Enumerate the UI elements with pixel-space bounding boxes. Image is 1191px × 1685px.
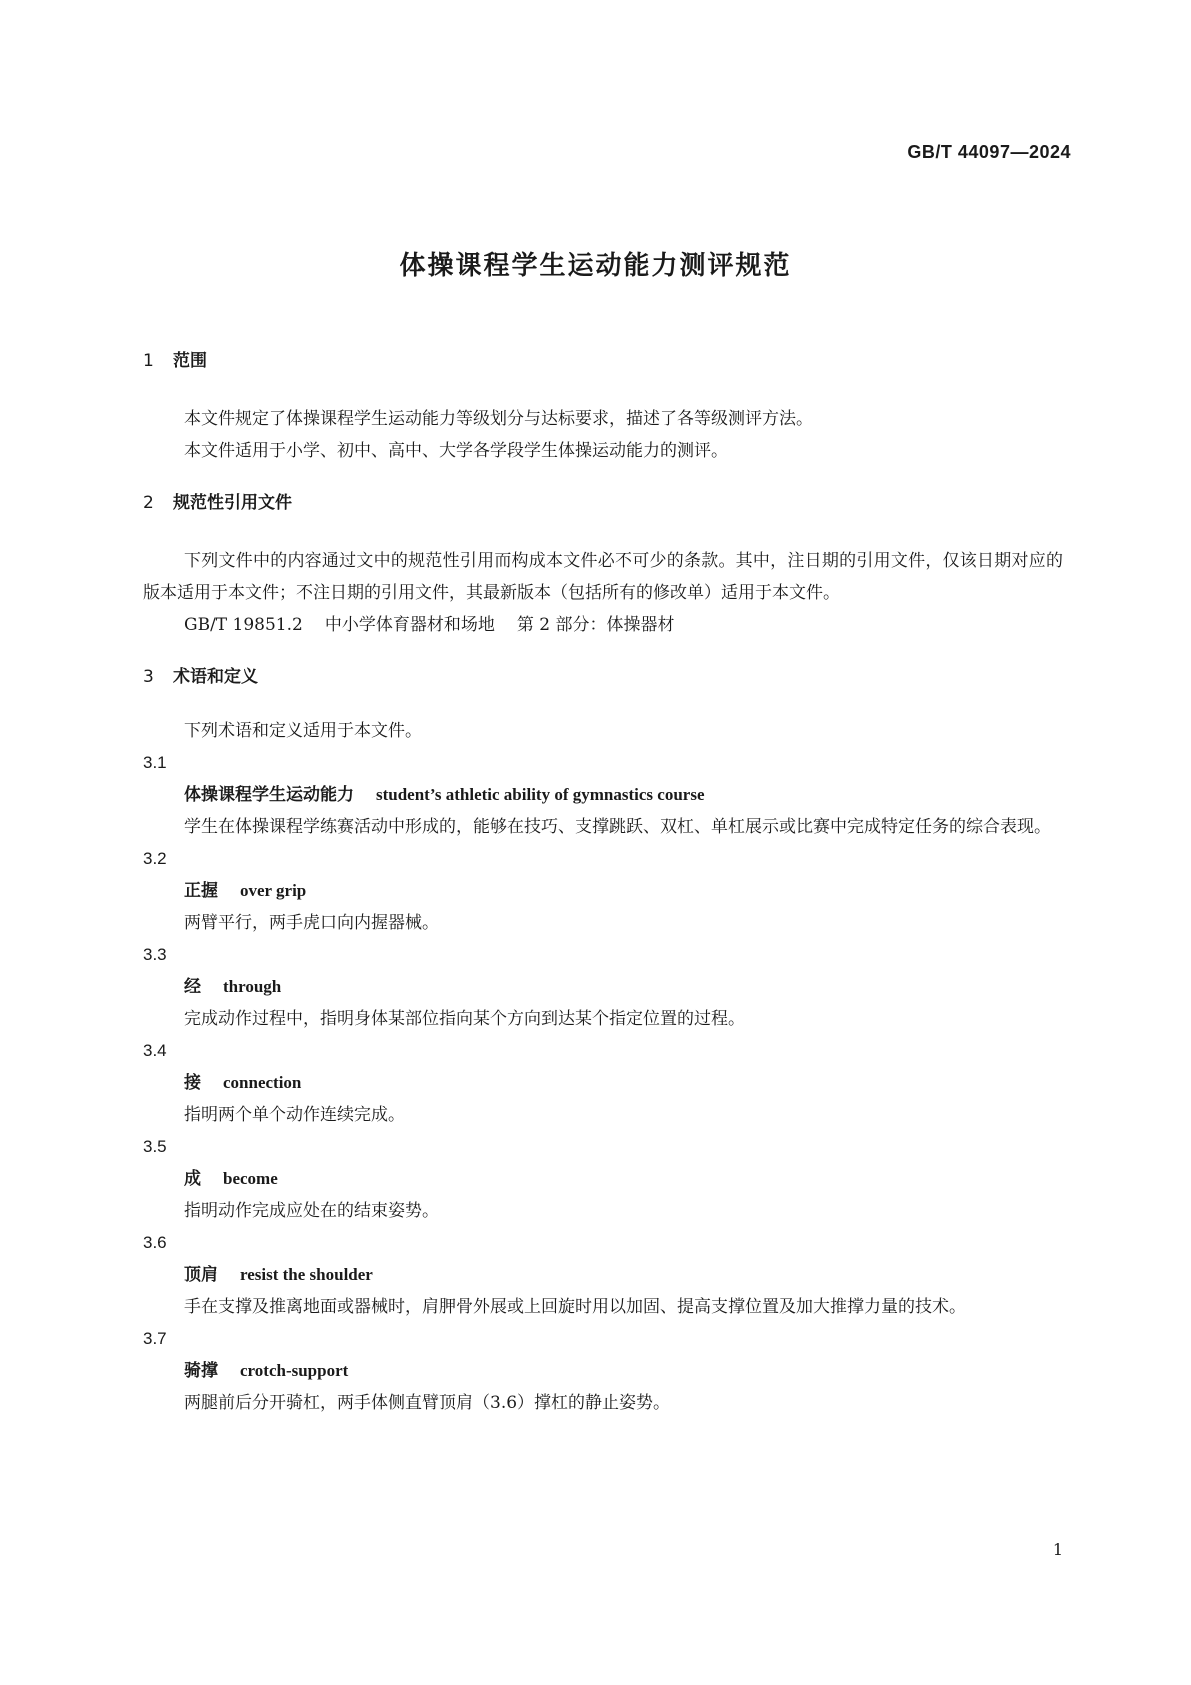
term-entry bbox=[143, 1355, 1063, 1387]
term-zh: 骑撑 bbox=[184, 1361, 218, 1381]
normative-reference bbox=[143, 609, 1063, 641]
section-title: 范围 bbox=[173, 351, 207, 371]
term-zh: 顶肩 bbox=[184, 1265, 218, 1285]
term-number: 3.1 bbox=[143, 753, 167, 772]
term-number: 3.5 bbox=[143, 1137, 167, 1156]
paragraph: 本文件适用于小学、初中、高中、大学各学段学生体操运动能力的测评。 bbox=[184, 441, 728, 461]
term-entry bbox=[143, 875, 1063, 907]
term-definition: 手在支撑及推离地面或器械时，肩胛骨外展或上回旋时用以加固、提高支撑位置及加大推撑力量的技术。 bbox=[184, 1297, 966, 1317]
term-definition: 指明两个单个动作连续完成。 bbox=[184, 1105, 405, 1125]
term-zh: 经 bbox=[184, 977, 201, 997]
term-definition: 两臂平行，两手虎口向内握器械。 bbox=[184, 913, 439, 933]
term-en: connection bbox=[223, 1073, 302, 1092]
paragraph: 下列术语和定义适用于本文件。 bbox=[184, 721, 422, 741]
term-en: over grip bbox=[240, 881, 307, 900]
term-definition: 指明动作完成应处在的结束姿势。 bbox=[184, 1201, 439, 1221]
section-number: 3 bbox=[143, 667, 154, 687]
reference-name: 中小学体育器材和场地 bbox=[324, 615, 495, 635]
term-number: 3.3 bbox=[143, 945, 167, 964]
section-2-heading bbox=[143, 487, 1063, 519]
section-1-heading bbox=[143, 345, 1063, 377]
section-title: 术语和定义 bbox=[173, 667, 258, 687]
standard-code: GB/T 44097—2024 bbox=[907, 142, 1071, 162]
section-number: 2 bbox=[143, 493, 154, 513]
term-entry bbox=[143, 1163, 1063, 1195]
page-number: 1 bbox=[1052, 1540, 1063, 1559]
term-zh: 正握 bbox=[184, 881, 218, 901]
term-number: 3.4 bbox=[143, 1041, 167, 1060]
term-entry bbox=[143, 1067, 1063, 1099]
term-entry bbox=[143, 779, 1063, 811]
section-3-heading bbox=[143, 661, 1063, 693]
term-entry bbox=[143, 971, 1063, 1003]
term-zh: 接 bbox=[184, 1073, 201, 1093]
paragraph: 下列文件中的内容通过文中的规范性引用而构成本文件必不可少的条款。其中，注日期的引用文件，仅该日期对应的版本适用于本文件；不注日期的引用文件，其最新版本（包括所有的修改单）适用于本文件。 bbox=[143, 551, 1063, 603]
term-number: 3.7 bbox=[143, 1329, 167, 1348]
term-definition: 两腿前后分开骑杠，两手体侧直臂顶肩（3.6）撑杠的静止姿势。 bbox=[184, 1393, 671, 1413]
section-number: 1 bbox=[143, 351, 154, 371]
term-definition: 学生在体操课程学练赛活动中形成的，能够在技巧、支撑跳跃、双杠、单杠展示或比赛中完成特定任务的综合表现。 bbox=[184, 817, 1051, 837]
paragraph: 本文件规定了体操课程学生运动能力等级划分与达标要求，描述了各等级测评方法。 bbox=[184, 409, 813, 429]
term-definition: 完成动作过程中，指明身体某部位指向某个方向到达某个指定位置的过程。 bbox=[184, 1009, 745, 1029]
document-title: 体操课程学生运动能力测评规范 bbox=[399, 251, 792, 281]
term-en: student’s athletic ability of gymnastics course bbox=[376, 785, 705, 804]
reference-code: GB/T 19851.2 bbox=[184, 615, 303, 635]
term-en: resist the shoulder bbox=[240, 1265, 373, 1284]
term-en: crotch-support bbox=[240, 1361, 349, 1380]
term-en: through bbox=[223, 977, 282, 996]
term-zh: 体操课程学生运动能力 bbox=[184, 785, 354, 805]
term-number: 3.2 bbox=[143, 849, 167, 868]
term-number: 3.6 bbox=[143, 1233, 167, 1252]
section-title: 规范性引用文件 bbox=[173, 493, 292, 513]
reference-part: 第 2 部分：体操器材 bbox=[516, 615, 675, 635]
document-body bbox=[143, 345, 1063, 1419]
term-entry bbox=[143, 1259, 1063, 1291]
term-zh: 成 bbox=[184, 1169, 201, 1189]
term-en: become bbox=[223, 1169, 278, 1188]
